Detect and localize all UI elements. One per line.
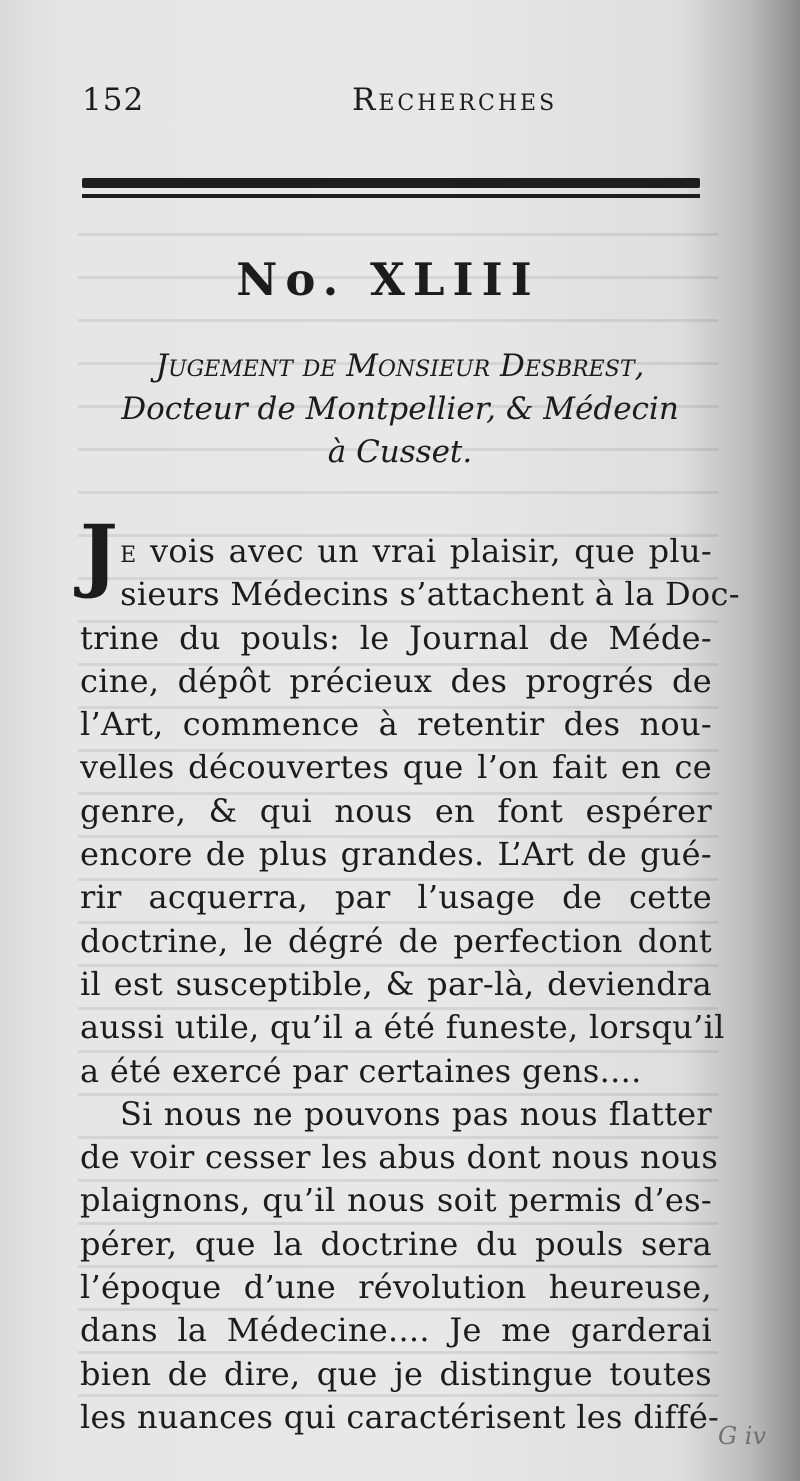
- paragraph-2-line: pérer, que la doctrine du pouls sera: [80, 1224, 712, 1263]
- first-word: e: [120, 532, 137, 570]
- signature-mark: G iv: [718, 1422, 767, 1450]
- paragraph-1-line: trine du pouls: le Journal de Méde-: [80, 618, 712, 657]
- paragraph-1-line: aussi utile, qu’il a été funeste, lorsqu’il: [80, 1008, 725, 1047]
- paragraph-2-line: dans la Médecine.... Je me garderai: [80, 1311, 712, 1350]
- page-number: 152: [82, 82, 145, 118]
- paragraph-1-line: sieurs Médecins s’attachent à la Doc-: [120, 575, 740, 614]
- paragraph-1-line: a été exercé par certaines gens....: [80, 1051, 642, 1090]
- paragraph-2-line: plaignons, qu’il nous soit permis d’es-: [80, 1181, 712, 1220]
- running-head: [82, 78, 712, 128]
- paragraph-2-line: bien de dire, que je distingue toutes: [80, 1354, 712, 1393]
- paragraph-1-line: rir acquerra, par l’usage de cette: [80, 878, 712, 917]
- paragraph-1-line: l’Art, commence à retentir des nou-: [80, 705, 712, 744]
- body-text: [80, 507, 740, 1439]
- paragraph-1-line: cine, dépôt précieux des progrés de: [80, 661, 712, 700]
- paragraph-1-line: encore de plus grandes. L’Art de gué-: [80, 835, 712, 874]
- paragraph-1-line: velles découvertes que l’on fait en ce: [80, 748, 712, 787]
- heading-line-2: Docteur de Montpellier, & Médecin: [121, 391, 679, 427]
- heading-line-3: à Cusset.: [327, 434, 473, 470]
- header-rule-thick: [82, 178, 700, 188]
- paragraph-2-line: de voir cesser les abus dont nous nous: [80, 1138, 719, 1177]
- first-line-rest: vois avec un vrai plaisir, que plu-: [136, 532, 712, 570]
- header-rule-thin: [82, 194, 700, 198]
- article-number: No. XLIII: [236, 253, 540, 306]
- running-title: Recherches: [352, 82, 558, 118]
- paragraph-2-line: l’époque d’une révolution heureuse,: [80, 1268, 712, 1307]
- paragraph-1-line: genre, & qui nous en font espérer: [80, 791, 712, 830]
- paragraph-1-line: doctrine, le dégré de perfection dont: [80, 921, 712, 960]
- heading-line-1: Jugement de Monsieur Desbrest,: [155, 348, 645, 384]
- paragraph-1-line: il est susceptible, & par-là, deviendra: [80, 964, 712, 1003]
- article-heading: [60, 345, 740, 474]
- drop-cap: J: [80, 507, 119, 601]
- paragraph-2-line: les nuances qui caractérisent les diffé-: [80, 1397, 720, 1436]
- paragraph-2-line: Si nous ne pouvons pas nous flatter: [120, 1094, 712, 1133]
